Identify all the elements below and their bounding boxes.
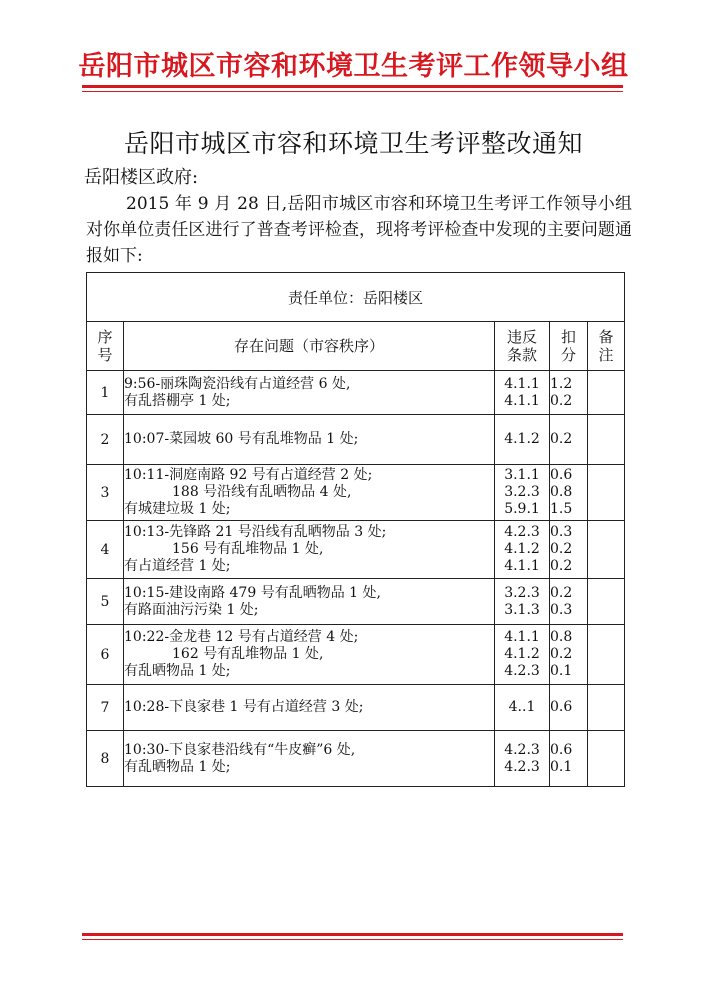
- row-number: 3: [87, 465, 124, 521]
- row-number: 2: [87, 415, 124, 465]
- issue-line: 有乱晒物品 1 处;: [124, 758, 231, 775]
- table-row: [87, 579, 625, 625]
- clause-cell: [495, 521, 550, 579]
- header-note: 备 注: [588, 322, 625, 371]
- issue-line: 10:22-金龙巷 12 号有占道经营 4 处;: [124, 629, 359, 645]
- row-number: 6: [87, 625, 124, 685]
- deduction-cell: [550, 465, 588, 521]
- deduction-cell: [550, 371, 588, 415]
- clause-value: 3.2.3: [504, 484, 540, 500]
- letterhead-rule-thick: [82, 85, 623, 88]
- deduction-value: 0.2: [550, 431, 573, 447]
- issue-line: 9:56-丽珠陶瓷沿线有占道经营 6 处,: [124, 375, 351, 392]
- clause-value: 3.1.1: [504, 467, 540, 483]
- table-header-row: [87, 322, 625, 371]
- deduction-value: 0.2: [550, 646, 573, 662]
- deduction-value: 0.2: [550, 584, 573, 601]
- deduction-value: 1.5: [550, 501, 573, 517]
- clause-value: 3.1.3: [504, 601, 540, 618]
- table-row: [87, 685, 625, 731]
- issue-cell: [124, 579, 495, 625]
- header-code: 违反 条款: [495, 322, 550, 371]
- deduction-value: 0.3: [550, 601, 573, 618]
- clause-value: 4.1.2: [504, 646, 540, 662]
- header-score: 扣 分: [550, 322, 588, 371]
- deduction-cell: [550, 731, 588, 787]
- deduction-cell: [550, 415, 588, 465]
- deduction-value: 0.1: [550, 663, 573, 679]
- clause-cell: [495, 371, 550, 415]
- header-issue: 存在问题（市容秩序）: [124, 322, 495, 371]
- table-row: [87, 465, 625, 521]
- note-cell: [588, 579, 625, 625]
- issue-line: 188 号沿线有乱晒物品 4 处,: [172, 484, 352, 500]
- letterhead-title: 岳阳市城区市容和环境卫生考评工作领导小组: [78, 51, 629, 82]
- row-number: 4: [87, 521, 124, 579]
- issue-cell: [124, 625, 495, 685]
- clause-cell: [495, 465, 550, 521]
- issue-cell: [124, 731, 495, 787]
- responsible-unit: 责任单位：岳阳楼区: [87, 273, 625, 322]
- issue-cell: [124, 415, 495, 465]
- table-row: [87, 731, 625, 787]
- issue-line: 10:15-建设南路 479 号有乱晒物品 1 处,: [124, 584, 381, 601]
- clause-value: 4.1.1: [504, 629, 540, 645]
- footer-rule-thin: [82, 939, 623, 940]
- deduction-value: 1.2: [550, 375, 573, 392]
- deduction-value: 0.1: [550, 758, 573, 775]
- clause-value: 5.9.1: [504, 501, 540, 517]
- footer-rule-thick: [82, 933, 623, 936]
- clause-value: 4.1.1: [504, 392, 540, 409]
- body-paragraph: 2015 年 9 月 28 日,岳阳市城区市容和环境卫生考评工作领导小组对你单位责任区进行了普查考评检查，现将考评检查中发现的主要问题通报如下:: [86, 194, 632, 266]
- issue-line: 162 号有乱堆物品 1 处,: [172, 646, 324, 662]
- clause-value: 4.1.2: [504, 541, 540, 557]
- issues-table: [86, 272, 625, 787]
- deduction-cell: [550, 625, 588, 685]
- note-cell: [588, 625, 625, 685]
- deduction-value: 0.2: [550, 558, 573, 574]
- clause-value: 3.2.3: [504, 584, 540, 601]
- clause-value: 4.1.1: [504, 558, 540, 574]
- clause-value: 4.2.3: [504, 741, 540, 758]
- clause-value: 4.2.3: [504, 524, 540, 540]
- issue-cell: [124, 685, 495, 731]
- clause-value: 4..1: [508, 699, 536, 715]
- deduction-value: 0.8: [550, 484, 573, 500]
- note-cell: [588, 731, 625, 787]
- issue-line: 10:30-下良家巷沿线有“牛皮癣”6 处,: [124, 741, 356, 758]
- note-cell: [588, 685, 625, 731]
- clause-value: 4.1.1: [504, 375, 540, 392]
- deduction-value: 0.2: [550, 392, 573, 409]
- issue-line: 有城建垃圾 1 处;: [124, 501, 231, 517]
- row-number: 8: [87, 731, 124, 787]
- clause-value: 4.2.3: [504, 758, 540, 775]
- header-no: 序 号: [87, 322, 124, 371]
- issue-line: 10:28-下良家巷 1 号有占道经营 3 处;: [124, 699, 364, 715]
- issue-line: 156 号有乱堆物品 1 处,: [172, 541, 324, 557]
- clause-cell: [495, 731, 550, 787]
- clause-cell: [495, 625, 550, 685]
- row-number: 7: [87, 685, 124, 731]
- issue-line: 有乱晒物品 1 处;: [124, 663, 231, 679]
- row-number: 1: [87, 371, 124, 415]
- addressee: 岳阳楼区政府:: [84, 167, 199, 188]
- issue-cell: [124, 465, 495, 521]
- issue-line: 有乱搭棚亭 1 处;: [124, 392, 231, 409]
- issue-line: 有占道经营 1 处;: [124, 558, 231, 574]
- deduction-value: 0.6: [550, 741, 573, 758]
- clause-value: 4.1.2: [504, 431, 540, 447]
- deduction-cell: [550, 521, 588, 579]
- clause-cell: [495, 579, 550, 625]
- note-cell: [588, 415, 625, 465]
- deduction-value: 0.8: [550, 629, 573, 645]
- deduction-value: 0.6: [550, 699, 573, 715]
- table-row: [87, 625, 625, 685]
- note-cell: [588, 521, 625, 579]
- clause-cell: [495, 685, 550, 731]
- table-row: [87, 521, 625, 579]
- issue-line: 有路面油污污染 1 处;: [124, 601, 259, 618]
- table-row: [87, 415, 625, 465]
- notice-title: 岳阳市城区市容和环境卫生考评整改通知: [123, 129, 583, 158]
- row-number: 5: [87, 579, 124, 625]
- clause-cell: [495, 415, 550, 465]
- issue-line: 10:13-先锋路 21 号沿线有乱晒物品 3 处;: [124, 524, 387, 540]
- deduction-cell: [550, 685, 588, 731]
- deduction-value: 0.3: [550, 524, 573, 540]
- note-cell: [588, 465, 625, 521]
- note-cell: [588, 371, 625, 415]
- issue-cell: [124, 521, 495, 579]
- clause-value: 4.2.3: [504, 663, 540, 679]
- table-row: [87, 371, 625, 415]
- deduction-value: 0.2: [550, 541, 573, 557]
- deduction-cell: [550, 579, 588, 625]
- deduction-value: 0.6: [550, 467, 573, 483]
- letterhead-rule-thin: [82, 91, 623, 92]
- issue-line: 10:11-洞庭南路 92 号有占道经营 2 处;: [124, 467, 373, 483]
- issue-cell: [124, 371, 495, 415]
- issue-line: 10:07-菜园坡 60 号有乱堆物品 1 处;: [124, 431, 359, 447]
